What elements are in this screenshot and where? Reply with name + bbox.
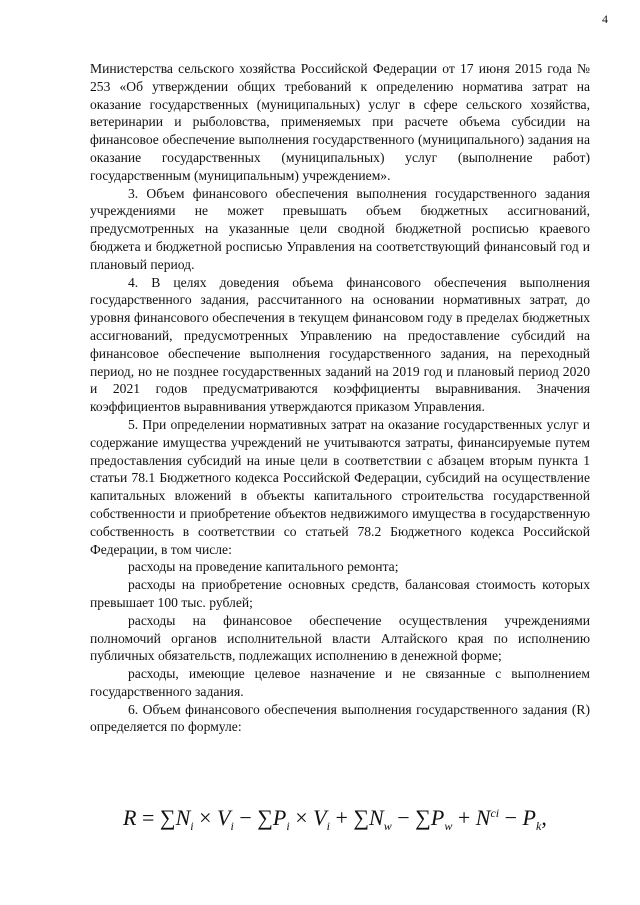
sum-sign: ∑ xyxy=(159,805,176,830)
paragraph: 3. Объем финансового обеспечения выполнения государственного задания учреждениями не может превышать объем бюджетных ассигнований, предусмотренных на указанные цели сводной бюджетной росписью краевого бюджета и бюджетной росписью Управления на соответствующий финансовый год и плановый период. xyxy=(90,185,590,272)
formula-index: w xyxy=(444,819,453,833)
paragraph: 4. В целях доведения объема финансового обеспечения выполнения государственного задания, рассчитанного на основании нормативных затрат, до уровня финансового обеспечения в текущем финансовом году в пределах бюджетных ассигнований, предусмотренных Управлению на предоставление субсидий на финансовое обеспечение выполнения государственного задания, на переходный период, но не позднее государственных заданий на 2019 год и плановый период 2020 и 2021 годов предусматриваются коэффициенты выравнивания. Значения коэффициентов выравнивания утверждаются приказом Управления. xyxy=(90,274,590,415)
formula-index: i xyxy=(326,819,330,833)
formula-term: R xyxy=(123,805,137,830)
formula-operator: = xyxy=(141,805,155,830)
page-number: 4 xyxy=(602,12,608,26)
formula-operator: × xyxy=(295,805,308,830)
formula-term: P xyxy=(430,805,445,830)
paragraph: 5. При определении нормативных затрат на оказание государственных услуг и содержание имущества учреждений не учитываются затраты, финансируемые путем предоставления субсидий на иные цели в соответствии с абзацем вторым пункта 1 статьи 78.1 Бюджетного кодекса Российской Федерации, субсидий на осуществление капитальных вложений в объекты капитального строительства государственной собственности и приобретение объектов недвижимого имущества в государственную собственность в соответствии со статьей 78.2 Бюджетного кодекса Российской Федерации, в том числе: xyxy=(90,416,590,557)
list-item: расходы, имеющие целевое назначение и не связанные с выполнением государственного задания. xyxy=(90,666,590,699)
list-item: расходы на приобретение основных средств, балансовая стоимость которых превышает 100 тыс. рублей; xyxy=(90,577,590,610)
formula-index: i xyxy=(190,819,194,833)
formula-term: N xyxy=(175,805,191,830)
document-body xyxy=(90,60,590,736)
list-item: расходы на проведение капитального ремонта; xyxy=(128,559,399,575)
formula-punctuation: , xyxy=(541,805,547,830)
formula-index: ci xyxy=(490,806,500,820)
formula-operator: − xyxy=(397,805,410,830)
formula-index: i xyxy=(230,819,234,833)
formula-operator: − xyxy=(504,805,518,830)
sum-sign: ∑ xyxy=(415,805,431,830)
formula-term: V xyxy=(217,805,231,830)
formula-index: k xyxy=(535,819,542,833)
formula-index: i xyxy=(286,819,290,833)
formula-index: w xyxy=(383,819,392,833)
formula-term: P xyxy=(272,805,287,830)
formula-operator: × xyxy=(199,805,212,830)
formula-operator: − xyxy=(239,805,252,830)
list-item: расходы на финансовое обеспечение осуществления учреждениями полномочий органов исполнительной власти Алтайского края по исполнению публичных обязательств, подлежащих исполнению в денежной форме; xyxy=(90,612,590,664)
formula-term: N xyxy=(475,805,491,830)
formula xyxy=(123,805,547,845)
formula-operator: + xyxy=(457,805,471,830)
sum-sign: ∑ xyxy=(353,805,370,830)
formula-operator: + xyxy=(335,805,348,830)
paragraph: Министерства сельского хозяйства Российской Федерации от 17 июня 2015 года № 253 «Об утверждении общих требований к определению норматива затрат на оказание государственных (муниципальных) услуг в сфере сельского хозяйства, ветеринарии и рыболовства, применяемых при расчете объема субсидии на финансовое обеспечение выполнения государственного (муниципального) задания на оказание государственных (муниципальных) услуг (выполнение работ) государственным (муниципальным) учреждением». xyxy=(90,61,590,183)
formula-term: N xyxy=(369,805,384,830)
formula-term: V xyxy=(313,805,327,830)
formula-term: P xyxy=(522,805,536,830)
paragraph: 6. Объем финансового обеспечения выполнения государственного задания (R) определяется по формуле: xyxy=(90,701,590,735)
sum-sign: ∑ xyxy=(257,805,273,830)
